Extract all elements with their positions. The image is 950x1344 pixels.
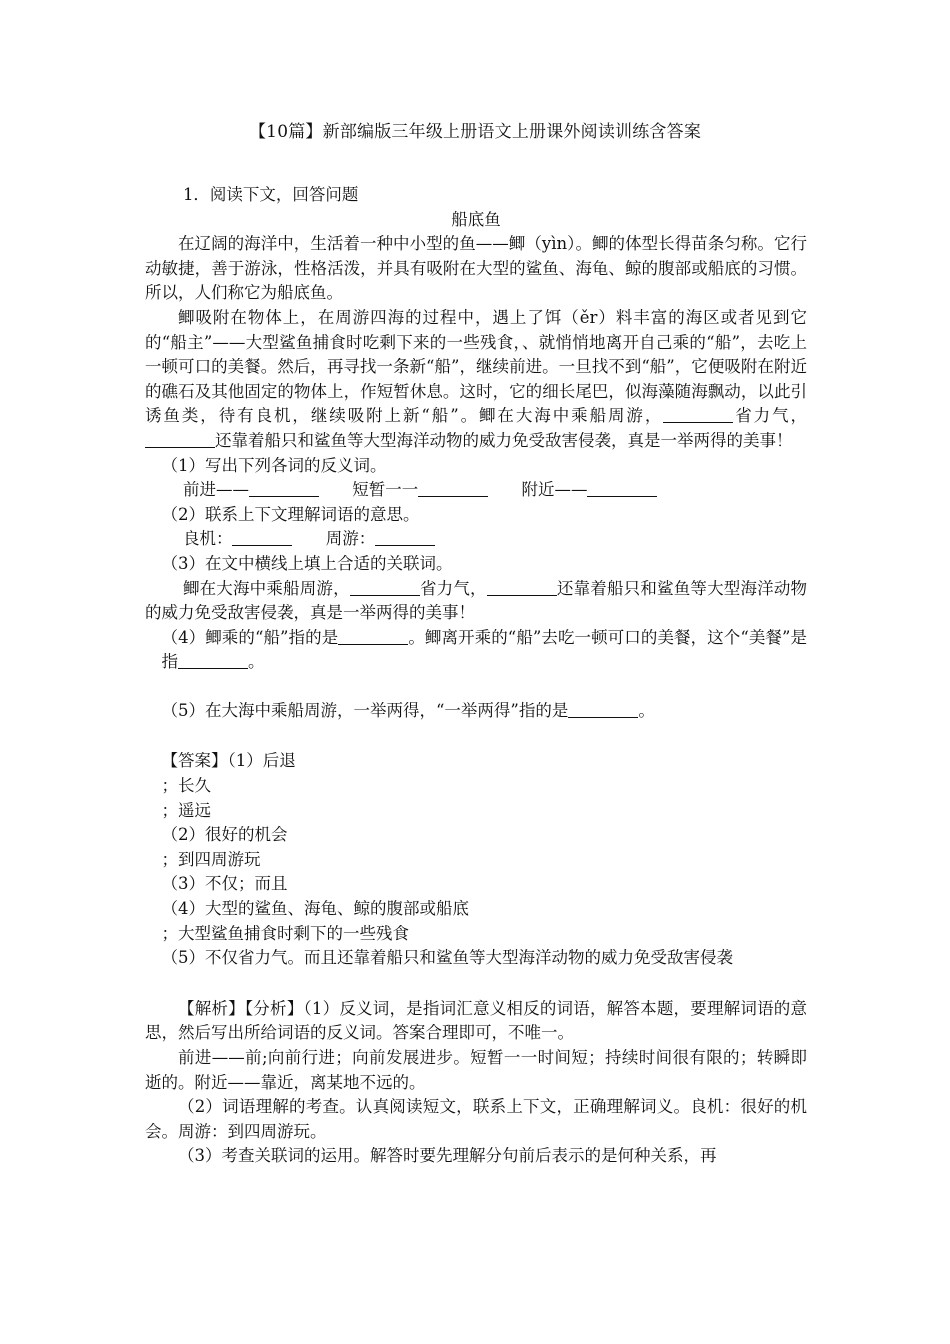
q4-text-a: （4）鲫乘的“船”指的是 — [161, 627, 339, 647]
q1-item-2: 短暂一一 — [352, 480, 419, 500]
question-3: （3）在文中横线上填上合适的关联词。 — [161, 553, 453, 573]
q2-item-1: 良机： — [182, 529, 233, 549]
q4-text-b: 。鲫离开乘的“船”去吃一顿可口的美餐，这个“美餐”是指 — [161, 627, 807, 672]
answer-section — [145, 749, 807, 970]
question-3-sentence — [145, 577, 807, 626]
answer-line: （2）很好的机会 — [161, 825, 288, 845]
blank-line — [350, 578, 420, 596]
answer-line: （5）不仅省力气。而且还靠着船只和鲨鱼等大型海洋动物的威力免受敌害侵袭 — [161, 948, 733, 968]
blank-line — [249, 480, 319, 498]
q1-item-3: 附近—— — [521, 480, 588, 500]
blank-line — [587, 480, 657, 498]
q3-text-c: 还靠着船只和鲨鱼等大型海洋动物的威力免受敌害侵袭，真是一举两得的美事！ — [145, 578, 808, 623]
analysis-paragraph-4: （3）考查关联词的运用。解答时要先理解分句前后表示的是何种关系，再 — [178, 1146, 717, 1166]
q1-item-1: 前进—— — [182, 480, 249, 500]
passage-title: 船底鱼 — [451, 209, 501, 229]
q5-text-b: 。 — [638, 700, 655, 720]
blank-line — [232, 529, 292, 547]
analysis-paragraph-3: （2）词语理解的考查。认真阅读短文，联系上下文，正确理解词义。良机：很好的机会。周游：到四周游玩。 — [145, 1097, 807, 1141]
q4-text-c: 。 — [248, 652, 265, 672]
answer-line: ；到四周游玩 — [161, 849, 261, 869]
q3-text-b: 省力气， — [419, 578, 487, 598]
document-body — [145, 183, 807, 1169]
question-4 — [145, 626, 807, 675]
question-5 — [145, 699, 807, 724]
blank-line — [418, 480, 488, 498]
q2-item-2: 周游： — [325, 529, 376, 549]
passage-paragraph-1: 在辽阔的海洋中，生活着一种中小型的鱼——鲫（yìn）。鲫的体型长得苗条匀称。它行动敏捷，善于游泳，性格活泼，并具有吸附在大型的鲨鱼、海龟、鲸的腹部或船底的习惯。所以，人们称它为船底鱼。 — [145, 234, 807, 303]
answer-line: ；遥远 — [161, 800, 211, 820]
answer-line: ；长久 — [161, 776, 211, 796]
question-heading: 1．阅读下文，回答问题 — [182, 185, 359, 204]
analysis-paragraph-1: 【解析】【分析】（1）反义词，是指词汇意义相反的词语，解答本题，要理解词语的意思，然后写出所给词语的反义词。答案合理即可，不唯一。 — [145, 998, 807, 1043]
blank-line — [568, 700, 638, 718]
blank-line — [663, 406, 733, 424]
question-1: （1）写出下列各词的反义词。 — [161, 455, 387, 475]
analysis-section — [145, 997, 807, 1169]
answer-line: ；大型鲨鱼捕食时剩下的一些残食 — [161, 923, 409, 943]
para2-text-a: 鲫吸附在物体上，在周游四海的过程中，遇上了饵（ěr）料丰富的海区或者见到它的“船主”——大型鲨鱼捕食时吃剩下来的一些残食，、就悄悄地离开自己乘的“船”，去吃上一顿可口的美餐。然后，再寻找一条新“船”，继续前进。一旦找不到“船”，它便吸附在附近的礁石及其他固定的物体上，作短暂休息。这时，它的细长尾巴，似海藻随海飘动，以此引诱鱼类，待有良机，继续吸附上新“船”。鲫在大海中乘船周游， — [145, 307, 807, 426]
analysis-paragraph-2: 前进——前;向前行进；向前发展进步。短暂一一时间短；持续时间很有限的；转瞬即逝的。附近——靠近，离某地不远的。 — [145, 1048, 807, 1092]
answer-line: 【答案】（1）后退 — [161, 751, 296, 771]
blank-line — [487, 578, 557, 596]
blank-line — [178, 652, 248, 670]
question-2-items — [145, 527, 807, 552]
blank-line — [338, 627, 408, 645]
para2-text-b: 省力气， — [733, 406, 808, 426]
answer-line: （3）不仅；而且 — [161, 874, 288, 894]
document-title: 【10篇】新部编版三年级上册语文上册课外阅读训练含答案 — [248, 122, 702, 142]
blank-line — [375, 529, 435, 547]
question-2: （2）联系上下文理解词语的意思。 — [161, 504, 420, 524]
blank-line — [145, 430, 215, 448]
passage-paragraph-2 — [145, 306, 807, 454]
question-1-items — [145, 478, 807, 503]
answer-line: （4）大型的鲨鱼、海龟、鲸的腹部或船底 — [161, 899, 469, 919]
para2-text-c: 还靠着船只和鲨鱼等大型海洋动物的威力免受敌害侵袭，真是一举两得的美事！ — [215, 430, 793, 450]
q5-text-a: （5）在大海中乘船周游，一举两得，“一举两得”指的是 — [161, 700, 569, 720]
q3-text-a: 鲫在大海中乘船周游， — [182, 578, 350, 598]
